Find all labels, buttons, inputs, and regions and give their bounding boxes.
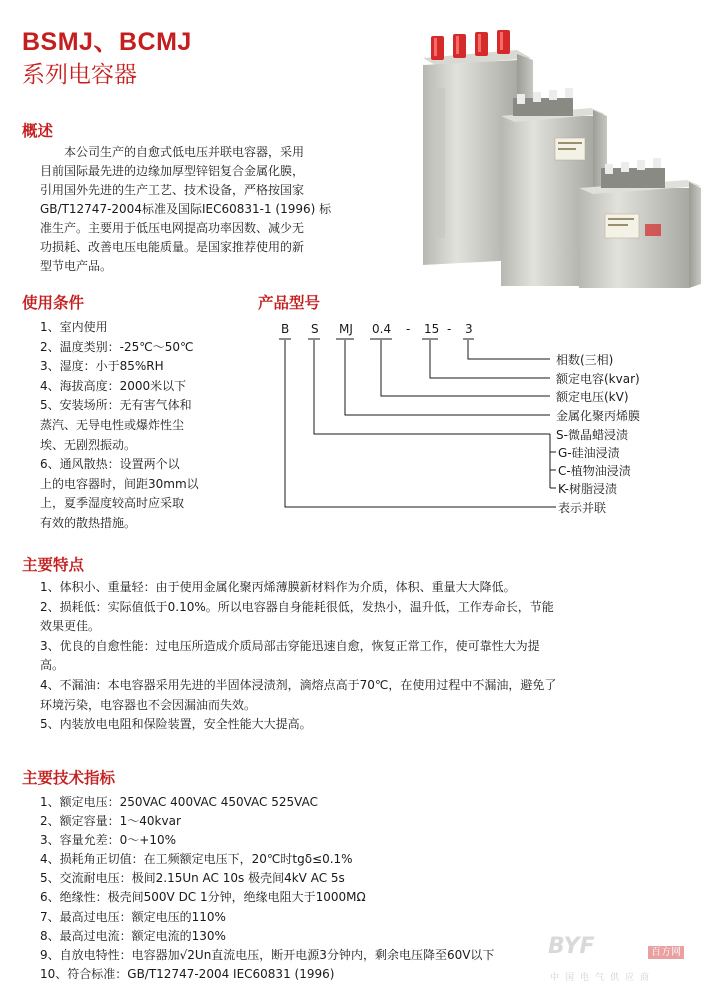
overview-line: GB/T12747-2004标准及国际IEC60831-1 (1996) 标 [40, 202, 332, 216]
model-heading: 产品型号 [258, 294, 321, 312]
model-label-g: G-硅油浸渍 [558, 446, 620, 460]
condition-item: 1、室内使用 [40, 320, 108, 334]
model-code-b: B [281, 322, 290, 336]
product-title: BSMJ、BCMJ [22, 28, 192, 56]
watermark-site: 中国电气供应商 [550, 973, 656, 983]
spec-item: 1、额定电压：250VAC 400VAC 450VAC 525VAC [40, 795, 318, 809]
model-label-phase: 相数(三相) [556, 353, 614, 367]
watermark-brand: BYF [548, 934, 595, 959]
condition-item: 5、安装场所：无有害气体和 [40, 398, 192, 413]
specs-heading: 主要技术指标 [22, 769, 116, 787]
features-list [40, 578, 690, 735]
condition-item: 埃、无剧烈振动。 [40, 437, 137, 452]
spec-item: 10、符合标准：GB/T12747-2004 IEC60831 (1996) [40, 966, 335, 981]
feature-item: 3、优良的自愈性能：过电压所造成介质局部击穿能迅速自愈，恢复正常工作，使可靠性大为提 [40, 638, 540, 653]
spec-item: 8、最高过电流：额定电流的130% [40, 928, 226, 943]
overview-line: 功损耗、改善电压电能质量。是国家推荐使用的新 [40, 240, 305, 254]
overview-heading: 概述 [22, 122, 54, 140]
conditions-list [40, 318, 255, 534]
model-code-capacity: 15 [424, 322, 440, 336]
condition-item: 上的电容器时，间距30mm以 [40, 476, 199, 491]
model-code-mj: MJ [339, 322, 353, 336]
spec-item: 4、损耗角正切值：在工频额定电压下，20℃时tgδ≤0.1% [40, 852, 353, 867]
feature-item: 高。 [40, 658, 65, 673]
overview-line: 准生产。主要用于低压电网提高功率因数、减少无 [40, 221, 305, 235]
condition-item: 上，夏季湿度较高时应采取 [40, 496, 185, 511]
overview-text [40, 143, 400, 276]
overview-line: 引用国外先进的生产工艺、技术设备，严格按国家 [40, 183, 305, 197]
model-label-film: 金属化聚丙烯膜 [556, 409, 641, 423]
feature-item: 1、体积小、重量轻：由于使用金属化聚丙烯薄膜新材料作为介质，体积、重量大大降低。 [40, 580, 516, 594]
condition-item: 6、通风散热：设置两个以 [40, 457, 180, 472]
model-label-capacity: 额定电容(kvar) [556, 372, 640, 386]
feature-item: 4、不漏油：本电容器采用先进的半固体浸渍剂，滴熔点高于70℃，在使用过程中不漏油，避免了 [40, 677, 557, 692]
product-subtitle: 系列电容器 [22, 62, 137, 88]
condition-item: 2、温度类别：-25℃～50℃ [40, 339, 194, 354]
watermark [548, 934, 698, 990]
capacitor-photo [405, 28, 705, 298]
spec-item: 5、交流耐电压：极间2.15Un AC 10s 极壳间4kV AC 5s [40, 871, 345, 886]
spec-item: 2、额定容量：1～40kvar [40, 814, 181, 829]
spec-item: 6、绝缘性：极壳间500V DC 1分钟，绝缘电阻大于1000MΩ [40, 890, 366, 905]
condition-item: 3、湿度：小于85%RH [40, 359, 164, 374]
model-code-dash: - [447, 322, 452, 336]
model-code-voltage: 0.4 [372, 322, 392, 336]
model-code-phase: 3 [465, 322, 473, 336]
condition-item: 蒸汽、无导电性或爆炸性尘 [40, 417, 185, 432]
features-heading: 主要特点 [22, 556, 85, 574]
model-label-c: C-植物油浸渍 [558, 464, 631, 478]
feature-item: 环境污染，电容器也不会因漏油而失效。 [40, 697, 257, 712]
watermark-badge: 百方网 [648, 946, 684, 959]
model-label-parallel: 表示并联 [558, 501, 607, 515]
model-code-dash: - [406, 322, 411, 336]
condition-item: 有效的散热措施。 [40, 515, 137, 530]
model-label-k: K-树脂浸渍 [558, 482, 617, 496]
overview-line: 本公司生产的自愈式低电压并联电容器，采用 [64, 145, 305, 159]
overview-line: 目前国际最先进的边缘加厚型锌铝复合金属化膜， [40, 164, 305, 178]
spec-item: 7、最高过电压：额定电压的110% [40, 909, 226, 924]
overview-line: 型节电产品。 [40, 259, 113, 273]
conditions-heading: 使用条件 [22, 294, 85, 312]
model-label-voltage: 额定电压(kV) [556, 390, 629, 404]
spec-item: 3、容量允差：0～+10% [40, 833, 176, 848]
feature-item: 2、损耗低：实际值低于0.10%。所以电容器自身能耗很低，发热小，温升低，工作寿命长，节能 [40, 599, 554, 614]
model-label-s: S-微晶蜡浸渍 [556, 428, 628, 442]
spec-item: 9、自放电特性：电容器加√2Un直流电压，断开电源3分钟内，剩余电压降至60V以下 [40, 947, 495, 962]
feature-item: 5、内装放电电阻和保险装置，安全性能大大提高。 [40, 717, 312, 732]
model-code-s: S [311, 322, 319, 336]
feature-item: 效果更佳。 [40, 619, 101, 634]
condition-item: 4、海拔高度：2000米以下 [40, 378, 187, 393]
